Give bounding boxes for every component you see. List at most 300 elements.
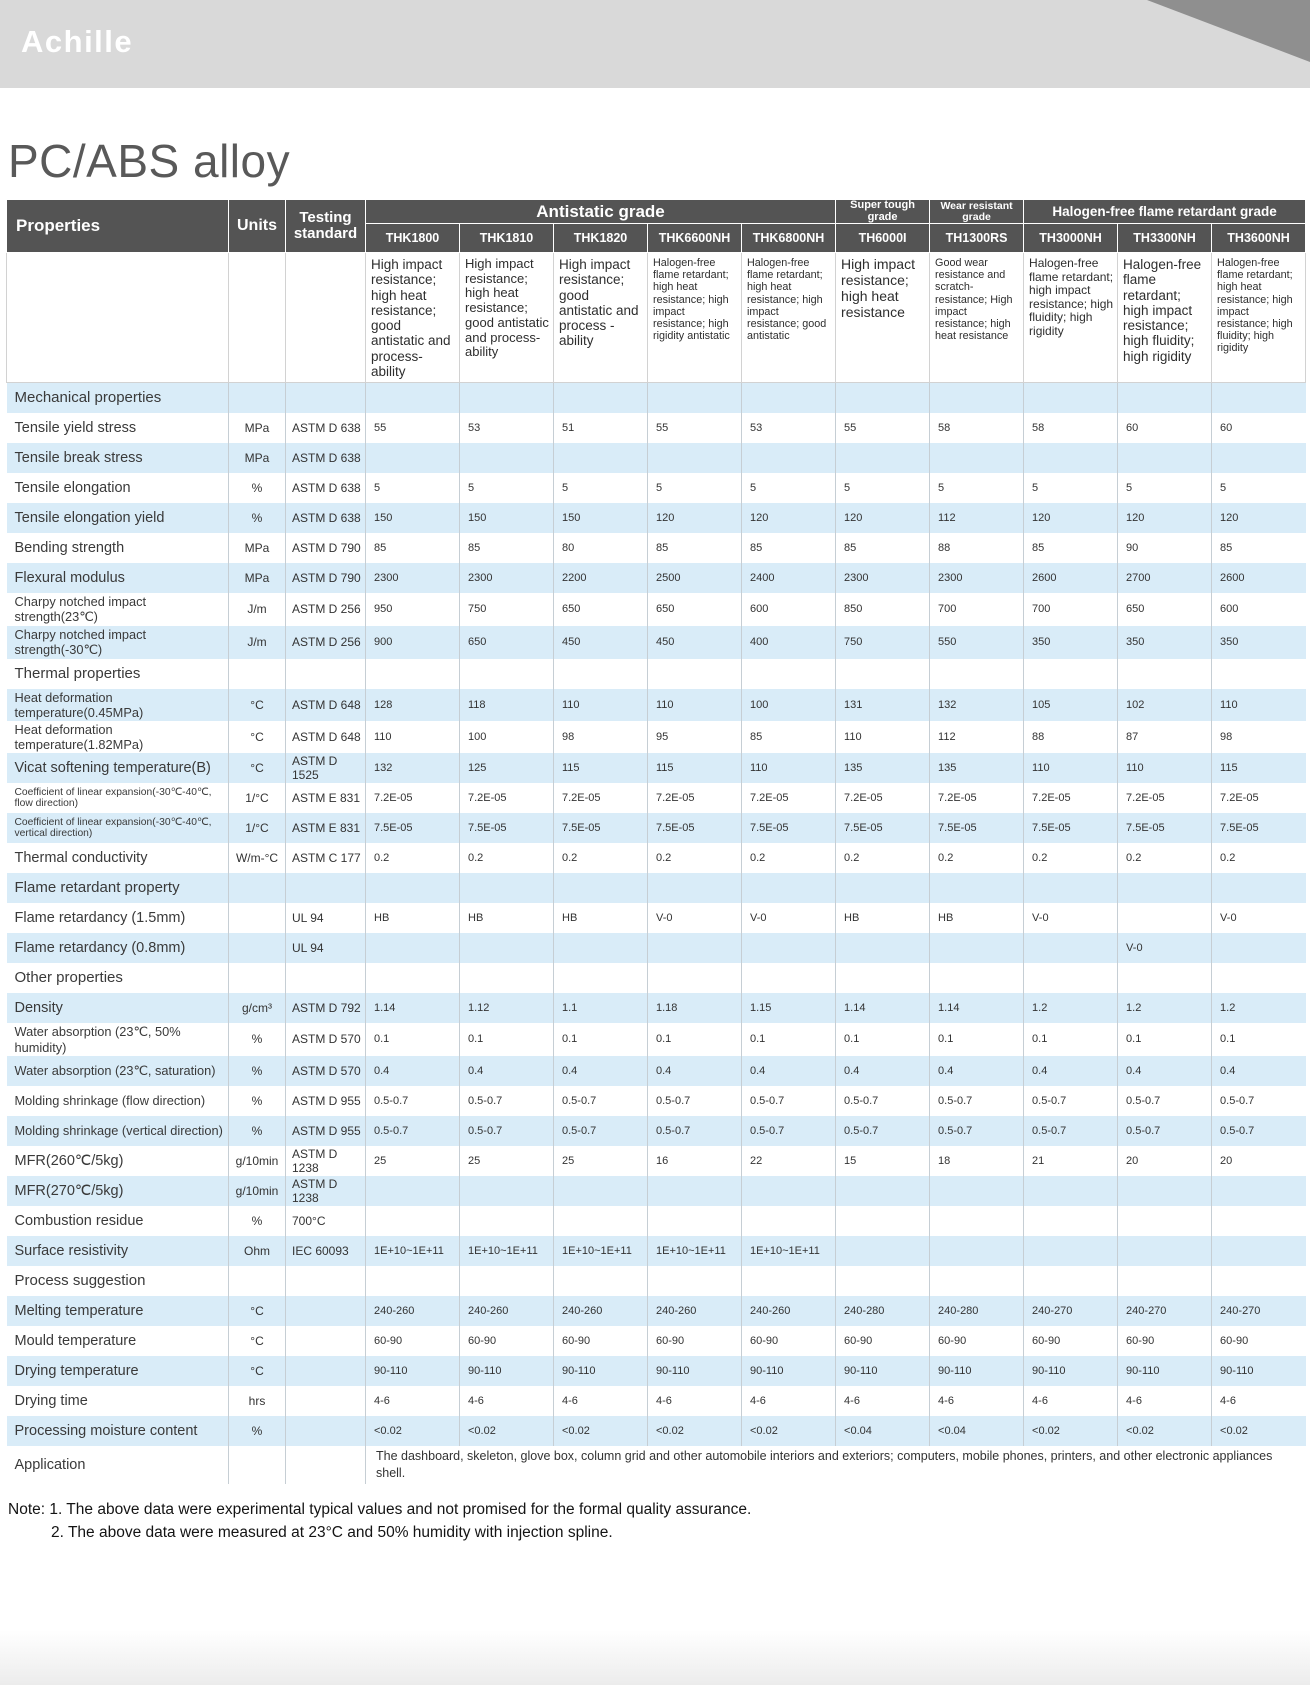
value-cell	[460, 443, 554, 473]
value-cell: 240-280	[836, 1296, 930, 1326]
value-cell	[836, 1206, 930, 1236]
description-row	[7, 253, 1306, 383]
value-cell	[1024, 1266, 1118, 1296]
standard-cell: ASTM D 790	[286, 533, 366, 563]
value-cell: 90-110	[1212, 1356, 1306, 1386]
value-cell: 0.5-0.7	[460, 1086, 554, 1116]
value-cell: <0.04	[836, 1416, 930, 1446]
grade-description: Halogen-free flame retardant; high heat resistance; high impact resistance; high rigidity antistatic	[648, 253, 742, 383]
value-cell: 2200	[554, 563, 648, 593]
standard-cell: ASTM D 638	[286, 443, 366, 473]
section-row	[7, 383, 1306, 413]
grade-column-header: TH3000NH	[1024, 224, 1118, 253]
value-cell: 55	[366, 413, 460, 443]
value-cell: 0.5-0.7	[366, 1116, 460, 1146]
value-cell: 98	[1212, 721, 1306, 753]
property-label: Thermal conductivity	[14, 849, 148, 866]
value-cell: 58	[1024, 413, 1118, 443]
value-cell: 5	[742, 473, 836, 503]
value-cell: 60-90	[460, 1326, 554, 1356]
table-row	[7, 993, 1306, 1023]
unit-cell: J/m	[229, 626, 286, 659]
value-cell: 4-6	[930, 1386, 1024, 1416]
value-cell: 0.1	[1118, 1023, 1212, 1056]
unit-cell	[229, 873, 286, 903]
unit-cell: %	[229, 1056, 286, 1086]
value-cell: 7.5E-05	[742, 813, 836, 843]
value-cell: 650	[554, 593, 648, 626]
value-cell: 1E+10~1E+11	[366, 1236, 460, 1266]
value-cell	[836, 1236, 930, 1266]
value-cell	[930, 1266, 1024, 1296]
standard-cell	[286, 1326, 366, 1356]
property-label: MFR(270℃/5kg)	[7, 1176, 229, 1206]
value-cell	[648, 963, 742, 993]
value-cell: 120	[836, 503, 930, 533]
value-cell: 22	[742, 1146, 836, 1176]
grade-column-header: TH1300RS	[930, 224, 1024, 253]
value-cell: 2300	[460, 563, 554, 593]
value-cell: 7.2E-05	[742, 783, 836, 813]
value-cell: 88	[1024, 721, 1118, 753]
standard-cell: ASTM C 177	[286, 843, 366, 873]
grade-column-header: THK1800	[366, 224, 460, 253]
unit-cell: MPa	[229, 533, 286, 563]
unit-cell: °C	[229, 753, 286, 783]
unit-cell: °C	[229, 1296, 286, 1326]
value-cell: 1E+10~1E+11	[554, 1236, 648, 1266]
company-logo: Achille	[21, 24, 134, 59]
value-cell	[460, 659, 554, 689]
value-cell: 90-110	[366, 1356, 460, 1386]
value-cell: 98	[554, 721, 648, 753]
value-cell: 60-90	[366, 1326, 460, 1356]
value-cell: 51	[554, 413, 648, 443]
value-cell	[1118, 1206, 1212, 1236]
property-label: Charpy notched impact strength(23℃)	[14, 593, 147, 624]
value-cell: 0.4	[648, 1056, 742, 1086]
value-cell: 550	[930, 626, 1024, 659]
property-label: Combustion residue	[14, 1212, 144, 1229]
value-cell: 110	[1024, 753, 1118, 783]
value-cell: 0.5-0.7	[742, 1086, 836, 1116]
value-cell	[1212, 1206, 1306, 1236]
value-cell: V-0	[648, 903, 742, 933]
value-cell: 60-90	[648, 1326, 742, 1356]
value-cell: 240-260	[742, 1296, 836, 1326]
value-cell: 0.5-0.7	[648, 1086, 742, 1116]
value-cell	[648, 443, 742, 473]
value-cell	[648, 383, 742, 413]
standard-cell	[286, 1266, 366, 1296]
grade-group-header: Halogen-free flame retardant grade	[1024, 200, 1306, 224]
standard-cell: ASTM D 955	[286, 1116, 366, 1146]
value-cell: 55	[836, 413, 930, 443]
property-label: Molding shrinkage (vertical direction)	[7, 1116, 229, 1146]
footnotes	[8, 1498, 1310, 1545]
value-cell: 60-90	[1212, 1326, 1306, 1356]
value-cell: 240-260	[366, 1296, 460, 1326]
property-label: Heat deformation temperature(1.82MPa)	[14, 721, 144, 752]
value-cell: 87	[1118, 721, 1212, 753]
value-cell: 0.5-0.7	[742, 1116, 836, 1146]
table-row	[7, 443, 1306, 473]
value-cell	[836, 443, 930, 473]
value-cell: 0.4	[1024, 1056, 1118, 1086]
value-cell	[366, 443, 460, 473]
value-cell: 1.2	[1212, 993, 1306, 1023]
value-cell: 850	[836, 593, 930, 626]
property-label: Heat deformation temperature(0.45MPa)	[7, 689, 229, 721]
value-cell: 132	[930, 689, 1024, 721]
value-cell: 240-280	[930, 1296, 1024, 1326]
property-label: Flame retardancy (1.5mm)	[14, 909, 186, 926]
property-label: Charpy notched impact strength(-30℃)	[7, 626, 229, 659]
value-cell: 350	[1118, 626, 1212, 659]
value-cell: 90	[1118, 533, 1212, 563]
value-cell: 85	[1024, 533, 1118, 563]
unit-cell	[229, 963, 286, 993]
table-row	[7, 1086, 1306, 1116]
property-label: MFR(260℃/5kg)	[14, 1152, 124, 1169]
value-cell: 0.1	[366, 1023, 460, 1056]
value-cell: 110	[1118, 753, 1212, 783]
value-cell: 85	[460, 533, 554, 563]
value-cell: 112	[930, 503, 1024, 533]
grade-column-header: TH6000I	[836, 224, 930, 253]
units-column-header: Units	[229, 200, 286, 253]
value-cell: 60	[1118, 413, 1212, 443]
value-cell	[1118, 1176, 1212, 1206]
value-cell	[1118, 1236, 1212, 1266]
table-row	[7, 1116, 1306, 1146]
value-cell: V-0	[742, 903, 836, 933]
value-cell	[1024, 1236, 1118, 1266]
standard-cell: ASTM D 1238	[286, 1146, 366, 1176]
value-cell	[554, 383, 648, 413]
unit-cell: hrs	[229, 1386, 286, 1416]
grade-description: Good wear resistance and scratch-resistance; High impact resistance; high heat resistance	[930, 253, 1024, 383]
value-cell: 0.4	[930, 1056, 1024, 1086]
value-cell: 110	[554, 689, 648, 721]
unit-cell: %	[229, 1116, 286, 1146]
value-cell: 150	[460, 503, 554, 533]
footnote-1: Note: 1. The above data were experimental typical values and not promised for the formal quality assurance.	[8, 1500, 752, 1518]
property-label: Surface resistivity	[7, 1236, 229, 1266]
value-cell: 60-90	[742, 1326, 836, 1356]
value-cell: 7.2E-05	[1024, 783, 1118, 813]
value-cell	[1024, 933, 1118, 963]
value-cell: 110	[1212, 689, 1306, 721]
value-cell	[366, 1206, 460, 1236]
unit-cell	[229, 659, 286, 689]
table-row	[7, 533, 1306, 563]
value-cell	[648, 1206, 742, 1236]
page-corner-fold	[1147, 0, 1310, 62]
unit-cell: %	[229, 1206, 286, 1236]
value-cell: 0.1	[554, 1023, 648, 1056]
value-cell	[742, 659, 836, 689]
value-cell: 0.4	[742, 1056, 836, 1086]
unit-cell: MPa	[229, 443, 286, 473]
value-cell	[1024, 873, 1118, 903]
value-cell: 0.2	[836, 843, 930, 873]
value-cell: 118	[460, 689, 554, 721]
value-cell	[1024, 443, 1118, 473]
property-label: Tensile break stress	[7, 443, 229, 473]
value-cell	[648, 1266, 742, 1296]
table-row	[7, 1236, 1306, 1266]
value-cell: <0.02	[742, 1416, 836, 1446]
value-cell: 60-90	[554, 1326, 648, 1356]
value-cell: 135	[836, 753, 930, 783]
value-cell: 60-90	[836, 1326, 930, 1356]
value-cell: 0.1	[1212, 1023, 1306, 1056]
value-cell: 2600	[1024, 563, 1118, 593]
value-cell: 150	[554, 503, 648, 533]
value-cell: 4-6	[1024, 1386, 1118, 1416]
value-cell	[1212, 443, 1306, 473]
table-row	[7, 1146, 1306, 1176]
value-cell: 1.14	[366, 993, 460, 1023]
value-cell: 7.5E-05	[1212, 813, 1306, 843]
table-row	[7, 1356, 1306, 1386]
value-cell: <0.02	[1212, 1416, 1306, 1446]
property-label: Processing moisture content	[7, 1416, 229, 1446]
value-cell	[742, 963, 836, 993]
description-blank-cell	[286, 253, 366, 383]
value-cell: 80	[554, 533, 648, 563]
value-cell: 16	[648, 1146, 742, 1176]
unit-cell: MPa	[229, 563, 286, 593]
unit-cell: 1/°C	[229, 813, 286, 843]
unit-cell: g/cm³	[229, 993, 286, 1023]
value-cell: 58	[930, 413, 1024, 443]
value-cell: 2300	[836, 563, 930, 593]
property-label: Tensile yield stress	[14, 419, 137, 436]
value-cell: 1.15	[742, 993, 836, 1023]
table-row	[7, 753, 1306, 783]
table-row	[7, 1446, 1306, 1484]
value-cell: 0.5-0.7	[930, 1116, 1024, 1146]
value-cell: 5	[1024, 473, 1118, 503]
value-cell	[742, 1266, 836, 1296]
value-cell: 7.2E-05	[648, 783, 742, 813]
value-cell: 5	[930, 473, 1024, 503]
value-cell: 4-6	[554, 1386, 648, 1416]
value-cell	[460, 1266, 554, 1296]
value-cell	[460, 1206, 554, 1236]
value-cell: 350	[1212, 626, 1306, 659]
value-cell	[366, 1176, 460, 1206]
standard-cell: ASTM D 638	[286, 473, 366, 503]
value-cell: 0.1	[460, 1023, 554, 1056]
value-cell: 88	[930, 533, 1024, 563]
table-row	[7, 1416, 1306, 1446]
value-cell: 0.5-0.7	[460, 1116, 554, 1146]
standard-cell: ASTM D 256	[286, 626, 366, 659]
property-label: Drying temperature	[7, 1356, 229, 1386]
value-cell: <0.02	[1024, 1416, 1118, 1446]
grade-column-header: THK6800NH	[742, 224, 836, 253]
value-cell: 650	[460, 626, 554, 659]
value-cell: V-0	[1212, 903, 1306, 933]
unit-cell: %	[229, 1416, 286, 1446]
table-row	[7, 903, 1306, 933]
value-cell: 0.2	[554, 843, 648, 873]
value-cell	[460, 873, 554, 903]
value-cell	[554, 933, 648, 963]
value-cell: 90-110	[1024, 1356, 1118, 1386]
value-cell: 7.5E-05	[366, 813, 460, 843]
value-cell	[648, 659, 742, 689]
value-cell: 0.5-0.7	[554, 1086, 648, 1116]
unit-cell	[229, 383, 286, 413]
standard-cell: ASTM D 790	[286, 563, 366, 593]
value-cell: 110	[742, 753, 836, 783]
value-cell: 1.1	[554, 993, 648, 1023]
section-row	[7, 1266, 1306, 1296]
unit-cell: %	[229, 503, 286, 533]
value-cell	[836, 383, 930, 413]
value-cell: 240-270	[1118, 1296, 1212, 1326]
value-cell: 7.5E-05	[930, 813, 1024, 843]
table-row	[7, 933, 1306, 963]
grade-description: Halogen-free flame retardant; high impact resistance; high fluidity; high rigidity	[1118, 253, 1212, 383]
value-cell: 700	[1024, 593, 1118, 626]
standard-cell: ASTM D 638	[286, 503, 366, 533]
value-cell: 7.2E-05	[460, 783, 554, 813]
grade-description: High impact resistance; good antistatic and process -ability	[554, 253, 648, 383]
table-row	[7, 813, 1306, 843]
value-cell: 120	[1118, 503, 1212, 533]
value-cell	[930, 963, 1024, 993]
standard-cell: UL 94	[286, 933, 366, 963]
value-cell: <0.02	[460, 1416, 554, 1446]
value-cell: 125	[460, 753, 554, 783]
value-cell: 85	[742, 721, 836, 753]
value-cell: 5	[460, 473, 554, 503]
value-cell	[1212, 383, 1306, 413]
value-cell: 2600	[1212, 563, 1306, 593]
standard-cell	[286, 1296, 366, 1326]
value-cell	[836, 659, 930, 689]
unit-cell	[229, 903, 286, 933]
value-cell: 7.2E-05	[554, 783, 648, 813]
value-cell: 115	[554, 753, 648, 783]
value-cell: 25	[460, 1146, 554, 1176]
property-label: Application	[14, 1456, 86, 1473]
value-cell: 0.1	[930, 1023, 1024, 1056]
value-cell	[554, 443, 648, 473]
testing-standard-column-header: Testing standard	[286, 200, 366, 253]
value-cell: 0.4	[366, 1056, 460, 1086]
property-label: Drying time	[14, 1392, 88, 1409]
value-cell: HB	[554, 903, 648, 933]
value-cell: 60-90	[1118, 1326, 1212, 1356]
value-cell: 110	[836, 721, 930, 753]
grade-column-header: THK1810	[460, 224, 554, 253]
value-cell: 4-6	[648, 1386, 742, 1416]
value-cell: 0.5-0.7	[1212, 1116, 1306, 1146]
value-cell: 131	[836, 689, 930, 721]
table-row	[7, 1176, 1306, 1206]
standard-cell: ASTM D 792	[286, 993, 366, 1023]
property-label: Tensile elongation yield	[7, 503, 229, 533]
unit-cell: Ohm	[229, 1236, 286, 1266]
value-cell	[460, 963, 554, 993]
table-row	[7, 413, 1306, 443]
table-row	[7, 1296, 1306, 1326]
grade-description: High impact resistance; high heat resistance; good antistatic and process-ability	[366, 253, 460, 383]
unit-cell: %	[229, 1023, 286, 1056]
value-cell: HB	[836, 903, 930, 933]
value-cell: 0.5-0.7	[836, 1116, 930, 1146]
value-cell: HB	[366, 903, 460, 933]
grade-column-header: TH3600NH	[1212, 224, 1306, 253]
value-cell: 4-6	[836, 1386, 930, 1416]
application-cell: The dashboard, skeleton, glove box, column grid and other automobile interiors and exteriors; computers, mobile phones, printers, and other electronic appliances shell.	[366, 1446, 1306, 1484]
value-cell: 5	[648, 473, 742, 503]
value-cell: 7.5E-05	[554, 813, 648, 843]
property-label: Mechanical properties	[7, 383, 229, 413]
section-row	[7, 963, 1306, 993]
value-cell	[1212, 1236, 1306, 1266]
value-cell: 0.2	[366, 843, 460, 873]
unit-cell	[229, 933, 286, 963]
value-cell: 55	[648, 413, 742, 443]
value-cell: 4-6	[742, 1386, 836, 1416]
value-cell	[930, 933, 1024, 963]
value-cell: 0.4	[460, 1056, 554, 1086]
value-cell	[836, 1266, 930, 1296]
value-cell: 102	[1118, 689, 1212, 721]
grade-description: Halogen-free flame retardant; high heat resistance; high impact resistance; high fluidity; high rigidity	[1212, 253, 1306, 383]
description-blank-cell	[229, 253, 286, 383]
value-cell	[1118, 873, 1212, 903]
value-cell: 85	[742, 533, 836, 563]
value-cell: 0.5-0.7	[1118, 1086, 1212, 1116]
value-cell: 350	[1024, 626, 1118, 659]
unit-cell: J/m	[229, 593, 286, 626]
value-cell: 1.18	[648, 993, 742, 1023]
unit-cell: g/10min	[229, 1146, 286, 1176]
value-cell: 0.1	[742, 1023, 836, 1056]
value-cell	[742, 443, 836, 473]
standard-cell: 700°C	[286, 1206, 366, 1236]
value-cell	[554, 1176, 648, 1206]
value-cell: 650	[648, 593, 742, 626]
standard-cell	[286, 963, 366, 993]
value-cell: 85	[836, 533, 930, 563]
value-cell: 25	[554, 1146, 648, 1176]
value-cell: HB	[460, 903, 554, 933]
value-cell: 90-110	[1118, 1356, 1212, 1386]
table-row	[7, 1056, 1306, 1086]
value-cell: 1.2	[1118, 993, 1212, 1023]
unit-cell	[229, 1266, 286, 1296]
value-cell: 700	[930, 593, 1024, 626]
value-cell	[742, 1206, 836, 1236]
unit-cell: °C	[229, 1356, 286, 1386]
value-cell: 60	[1212, 413, 1306, 443]
value-cell: 0.1	[1024, 1023, 1118, 1056]
value-cell	[554, 659, 648, 689]
standard-cell: ASTM E 831	[286, 813, 366, 843]
unit-cell: °C	[229, 721, 286, 753]
value-cell: 100	[742, 689, 836, 721]
property-label: Water absorption (23℃, 50% humidity)	[14, 1023, 181, 1055]
